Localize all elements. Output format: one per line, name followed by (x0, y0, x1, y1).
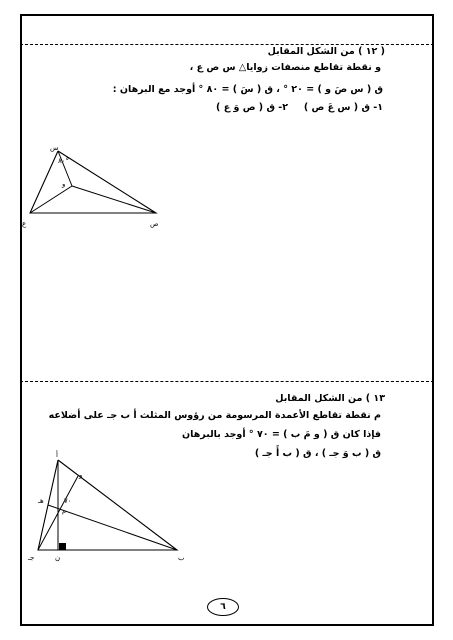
label-meem: م (62, 507, 67, 515)
label-waw: و (62, 180, 66, 188)
problem13-line1: م نقطة تقاطع الأعمدة المرسومة من رؤوس المثلث أ ب جـ على أضلاعه (48, 410, 381, 421)
problem12-q1: ١- ق ( س عَ ص ) (303, 102, 383, 113)
label-angle80: ٨٠° (58, 157, 70, 165)
label-ha: هـ (38, 497, 44, 505)
label-sin: س (50, 144, 59, 152)
problem13-line3: ق ( ب وَ جـ ) ، ق ( ب أَ جـ ) (254, 448, 381, 459)
label-sad: ص (150, 220, 159, 228)
right-angle-marker (59, 543, 66, 550)
label-noon: ن (55, 554, 61, 562)
problem12-header: ( ١٢ ) من الشكل المقابل (267, 46, 385, 57)
problem13-line2: فإذا كان ق ( و مَ ب ) = ٧٠ ° أوجد بالبرهان (182, 429, 381, 440)
triangle-a-b-j (38, 460, 177, 550)
label-ba: ب (178, 554, 185, 562)
label-alef: أ (56, 451, 58, 459)
problem12-q2: ٢- ق ( ص وَ ع ) (216, 102, 288, 113)
label-angle70: ٧٠ (64, 497, 72, 505)
label-jeem: جـ (28, 554, 35, 562)
page-number: ٦ (207, 598, 239, 616)
problem12-line1: و نقطة تقاطع منصفات زوايا△ س ص ع ، (189, 62, 381, 73)
label-waw2: و (79, 471, 83, 479)
problem12-line2: ق ( س صَ و ) = ٢٠ ° ، ق ( سَ ) = ٨٠ ° أوجد مع البرهان : (112, 84, 383, 95)
problem13-header: ١٣ ) من الشكل المقابل (275, 393, 385, 404)
label-ain: ع (22, 220, 27, 228)
altitude-from-b (48, 505, 177, 550)
